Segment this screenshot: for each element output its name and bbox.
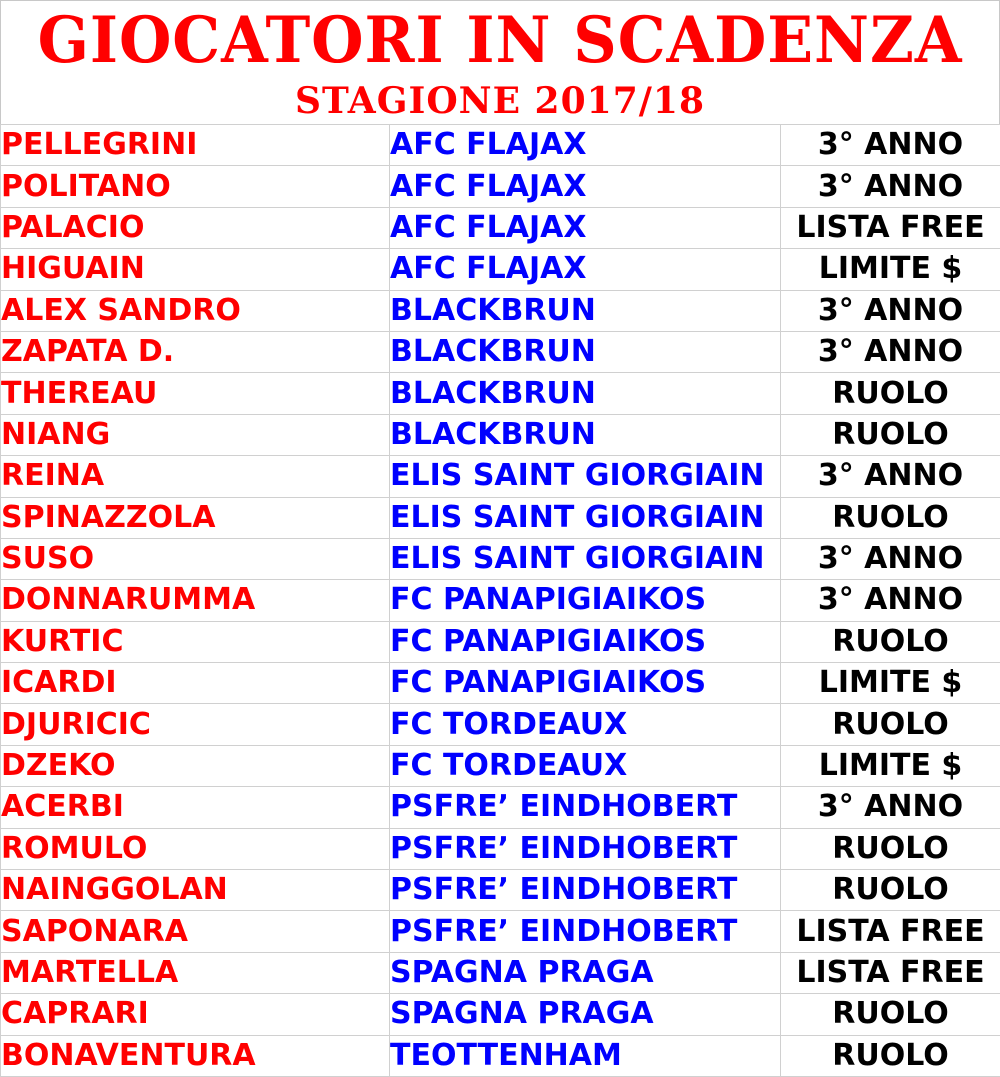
player-name-cell: SPINAZZOLA (1, 497, 390, 538)
player-name-cell: PELLEGRINI (1, 125, 390, 166)
player-name-cell: DZEKO (1, 745, 390, 786)
team-name-cell: BLACKBRUN (390, 290, 781, 331)
table-row (1, 207, 1000, 248)
player-name-cell: ACERBI (1, 787, 390, 828)
table-row (1, 952, 1000, 993)
status-cell: 3° ANNO (781, 538, 1000, 579)
status-cell: RUOLO (781, 414, 1000, 455)
player-name-cell: NIANG (1, 414, 390, 455)
table-row (1, 911, 1000, 952)
player-name-cell: REINA (1, 456, 390, 497)
header (0, 0, 1000, 125)
team-name-cell: FC PANAPIGIAIKOS (390, 580, 781, 621)
table-row (1, 331, 1000, 372)
player-name-cell: DJURICIC (1, 704, 390, 745)
team-name-cell: FC TORDEAUX (390, 745, 781, 786)
table-body (1, 125, 1000, 1077)
team-name-cell: BLACKBRUN (390, 414, 781, 455)
status-cell: LIMITE $ (781, 249, 1000, 290)
team-name-cell: BLACKBRUN (390, 331, 781, 372)
page-title: GIOCATORI IN SCADENZA (31, 3, 969, 79)
table-row (1, 290, 1000, 331)
status-cell: 3° ANNO (781, 331, 1000, 372)
team-name-cell: AFC FLAJAX (390, 166, 781, 207)
player-name-cell: CAPRARI (1, 994, 390, 1035)
status-cell: 3° ANNO (781, 290, 1000, 331)
table-row (1, 745, 1000, 786)
page-subtitle: STAGIONE 2017/18 (1, 79, 999, 123)
player-name-cell: ICARDI (1, 663, 390, 704)
player-name-cell: ROMULO (1, 828, 390, 869)
player-name-cell: POLITANO (1, 166, 390, 207)
status-cell: RUOLO (781, 994, 1000, 1035)
team-name-cell: PSFRE’ EINDHOBERT (390, 787, 781, 828)
status-cell: 3° ANNO (781, 787, 1000, 828)
team-name-cell: ELIS SAINT GIORGIAIN (390, 538, 781, 579)
table-row (1, 414, 1000, 455)
team-name-cell: FC PANAPIGIAIKOS (390, 663, 781, 704)
team-name-cell: TEOTTENHAM (390, 1035, 781, 1076)
table-row (1, 538, 1000, 579)
status-cell: LISTA FREE (781, 952, 1000, 993)
player-name-cell: ZAPATA D. (1, 331, 390, 372)
status-cell: RUOLO (781, 704, 1000, 745)
team-name-cell: AFC FLAJAX (390, 207, 781, 248)
team-name-cell: FC PANAPIGIAIKOS (390, 621, 781, 662)
player-name-cell: DONNARUMMA (1, 580, 390, 621)
team-name-cell: AFC FLAJAX (390, 125, 781, 166)
player-name-cell: SUSO (1, 538, 390, 579)
player-name-cell: PALACIO (1, 207, 390, 248)
team-name-cell: PSFRE’ EINDHOBERT (390, 828, 781, 869)
table-row (1, 828, 1000, 869)
team-name-cell: AFC FLAJAX (390, 249, 781, 290)
status-cell: LIMITE $ (781, 663, 1000, 704)
table-row (1, 497, 1000, 538)
player-name-cell: SAPONARA (1, 911, 390, 952)
player-name-cell: NAINGGOLAN (1, 870, 390, 911)
status-cell: LISTA FREE (781, 911, 1000, 952)
status-cell: RUOLO (781, 1035, 1000, 1076)
table-row (1, 125, 1000, 166)
status-cell: RUOLO (781, 828, 1000, 869)
status-cell: RUOLO (781, 621, 1000, 662)
status-cell: 3° ANNO (781, 125, 1000, 166)
team-name-cell: SPAGNA PRAGA (390, 994, 781, 1035)
status-cell: 3° ANNO (781, 456, 1000, 497)
status-cell: LIMITE $ (781, 745, 1000, 786)
status-cell: RUOLO (781, 497, 1000, 538)
status-cell: RUOLO (781, 870, 1000, 911)
table-row (1, 1035, 1000, 1076)
team-name-cell: BLACKBRUN (390, 373, 781, 414)
table-row (1, 704, 1000, 745)
player-name-cell: HIGUAIN (1, 249, 390, 290)
expiring-players-table (0, 124, 1000, 1077)
team-name-cell: ELIS SAINT GIORGIAIN (390, 456, 781, 497)
player-name-cell: BONAVENTURA (1, 1035, 390, 1076)
table-row (1, 456, 1000, 497)
table-row (1, 787, 1000, 828)
table-row (1, 663, 1000, 704)
team-name-cell: ELIS SAINT GIORGIAIN (390, 497, 781, 538)
table-row (1, 621, 1000, 662)
team-name-cell: FC TORDEAUX (390, 704, 781, 745)
status-cell: 3° ANNO (781, 580, 1000, 621)
status-cell: RUOLO (781, 373, 1000, 414)
team-name-cell: PSFRE’ EINDHOBERT (390, 911, 781, 952)
player-name-cell: MARTELLA (1, 952, 390, 993)
player-name-cell: KURTIC (1, 621, 390, 662)
status-cell: LISTA FREE (781, 207, 1000, 248)
team-name-cell: PSFRE’ EINDHOBERT (390, 870, 781, 911)
table-row (1, 580, 1000, 621)
team-name-cell: SPAGNA PRAGA (390, 952, 781, 993)
table-row (1, 166, 1000, 207)
player-name-cell: ALEX SANDRO (1, 290, 390, 331)
table-row (1, 870, 1000, 911)
table-row (1, 249, 1000, 290)
table-row (1, 994, 1000, 1035)
player-name-cell: THEREAU (1, 373, 390, 414)
table-row (1, 373, 1000, 414)
status-cell: 3° ANNO (781, 166, 1000, 207)
